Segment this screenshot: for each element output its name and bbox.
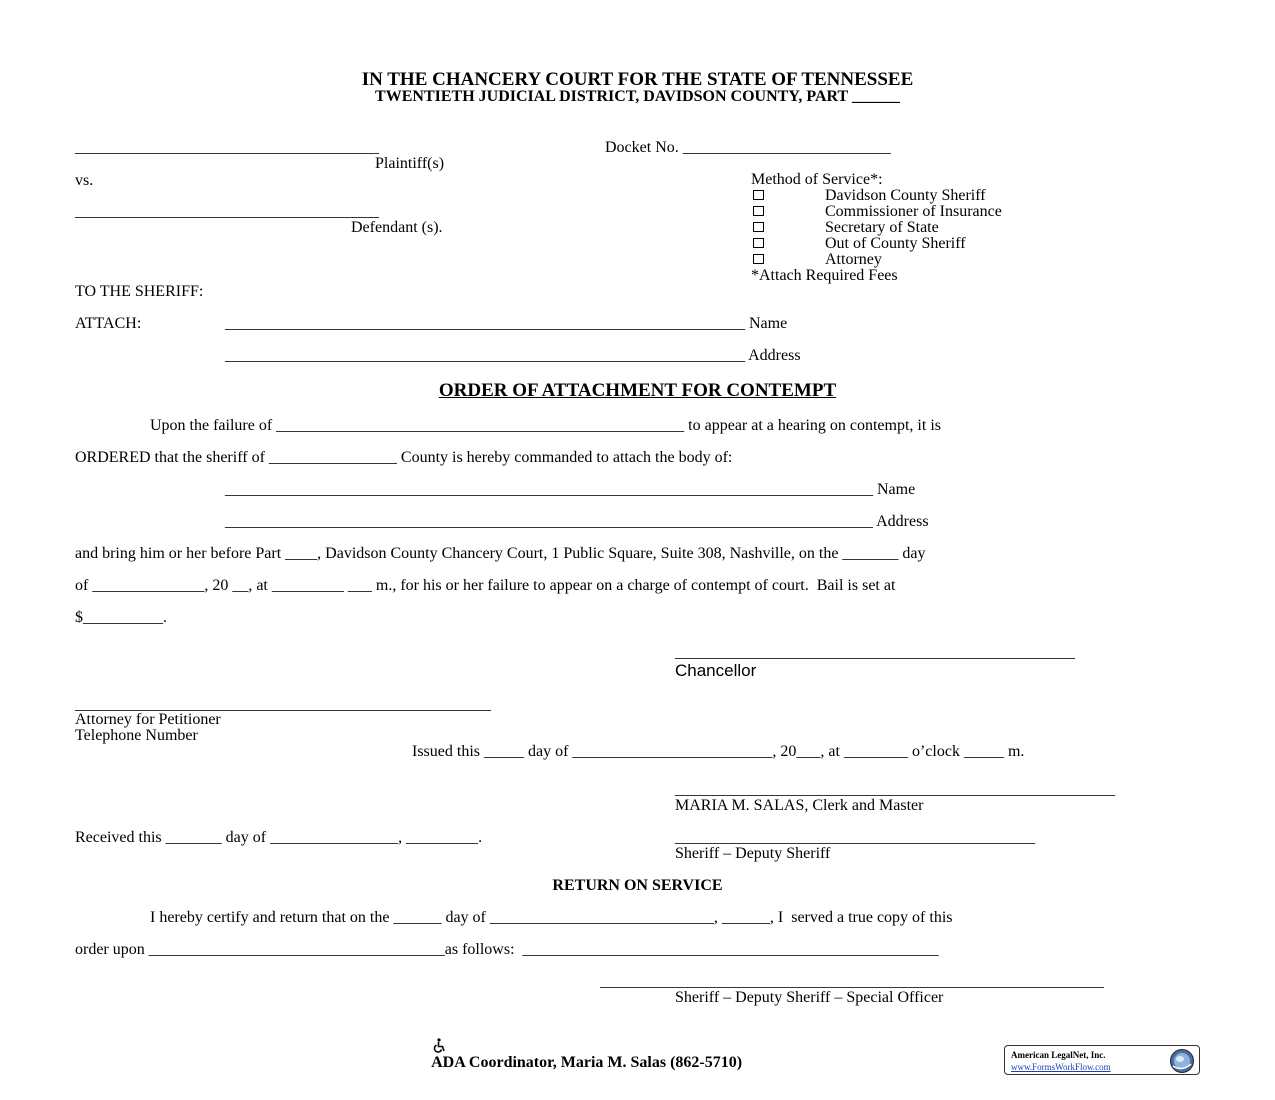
plaintiff-blank[interactable]: ______________________________________ bbox=[75, 139, 379, 156]
body-line-1: Upon the failure of ___________________________________________________ to appear at a hearing on contempt, it is bbox=[150, 417, 941, 434]
logo-url[interactable]: www.FormsWorkFlow.com bbox=[1011, 1062, 1111, 1072]
issued-line: Issued this _____ day of _________________________, 20___, at ________ o’clock _____ m. bbox=[412, 743, 1025, 760]
sheriff-label: Sheriff – Deputy Sheriff bbox=[675, 845, 831, 862]
body-line-4: of ______________, 20 __, at _________ ___ m., for his or her failure to appear on a charge of contempt of court. Bail is set at bbox=[75, 577, 896, 594]
sheriff-signature-line[interactable]: _____________________________________________ bbox=[675, 829, 1035, 846]
defendant-label: Defendant (s). bbox=[351, 219, 443, 236]
fees-note: *Attach Required Fees bbox=[751, 267, 898, 284]
clerk-signature-line[interactable]: _______________________________________________________ bbox=[675, 781, 1115, 798]
vs-label: vs. bbox=[75, 172, 94, 189]
to-sheriff: TO THE SHERIFF: bbox=[75, 283, 204, 300]
checkbox[interactable] bbox=[753, 254, 764, 264]
return-heading: RETURN ON SERVICE bbox=[552, 877, 723, 894]
service-heading: Method of Service*: bbox=[751, 171, 883, 188]
return-line-1: I hereby certify and return that on the ______ day of ____________________________, ______, I served a true copy of this bbox=[150, 909, 953, 926]
officer-signature-line[interactable]: _______________________________________________________________ bbox=[600, 973, 1104, 990]
service-option-label: Davidson County Sheriff bbox=[825, 187, 986, 204]
globe-icon bbox=[1169, 1048, 1195, 1074]
checkbox[interactable] bbox=[753, 222, 764, 232]
ada-text: ADA Coordinator, Maria M. Salas (862-5710) bbox=[431, 1054, 743, 1071]
officer-label: Sheriff – Deputy Sheriff – Special Officer bbox=[675, 989, 944, 1006]
attach-label: ATTACH: bbox=[75, 315, 142, 332]
service-option-label: Out of County Sheriff bbox=[825, 235, 966, 252]
checkbox[interactable] bbox=[753, 206, 764, 216]
attorney-signature-line[interactable]: ____________________________________________________ bbox=[75, 696, 491, 713]
body-address-line[interactable]: _________________________________________________________________________________ Address bbox=[225, 513, 929, 530]
service-option-label: Attorney bbox=[825, 251, 882, 268]
checkbox[interactable] bbox=[753, 238, 764, 248]
wheelchair-icon bbox=[432, 1038, 446, 1053]
service-option-label: Secretary of State bbox=[825, 219, 939, 236]
ada-line bbox=[424, 1022, 742, 1071]
return-line-2: order upon _____________________________________as follows: ____________________________________________________ bbox=[75, 941, 939, 958]
order-title: ORDER OF ATTACHMENT FOR CONTEMPT bbox=[438, 380, 837, 401]
attorney-label: Attorney for Petitioner bbox=[75, 711, 221, 728]
telephone-label: Telephone Number bbox=[75, 727, 198, 744]
service-option-label: Commissioner of Insurance bbox=[825, 203, 1002, 220]
district-line: TWENTIETH JUDICIAL DISTRICT, DAVIDSON COUNTY, PART ______ bbox=[375, 88, 900, 105]
attach-address-line[interactable]: _________________________________________________________________ Address bbox=[225, 347, 801, 364]
bail-amount[interactable]: $__________. bbox=[75, 609, 167, 626]
attach-name-line[interactable]: _________________________________________________________________ Name bbox=[225, 315, 788, 332]
logo-brand: American LegalNet, Inc. bbox=[1011, 1050, 1106, 1060]
body-line-3: and bring him or her before Part ____, Davidson County Chancery Court, 1 Public Square, Suite 308, Nashville, on the _______ day bbox=[75, 545, 926, 562]
plaintiff-label: Plaintiff(s) bbox=[375, 155, 445, 172]
chancellor-signature-line[interactable]: __________________________________________________ bbox=[675, 644, 1075, 661]
body-line-2: ORDERED that the sheriff of ________________ County is hereby commanded to attach the body of: bbox=[75, 449, 733, 466]
body-name-line[interactable]: _________________________________________________________________________________ Name bbox=[225, 481, 916, 498]
defendant-blank[interactable]: ______________________________________ bbox=[75, 203, 379, 220]
received-line: Received this _______ day of ________________, _________. bbox=[75, 829, 483, 846]
clerk-label: MARIA M. SALAS, Clerk and Master bbox=[675, 797, 924, 814]
docket-number[interactable]: Docket No. __________________________ bbox=[605, 139, 891, 156]
forms-workflow-logo[interactable] bbox=[1004, 1045, 1200, 1075]
checkbox[interactable] bbox=[753, 190, 764, 200]
chancellor-label: Chancellor bbox=[675, 661, 757, 680]
court-title: IN THE CHANCERY COURT FOR THE STATE OF TENNESSEE bbox=[361, 69, 914, 90]
